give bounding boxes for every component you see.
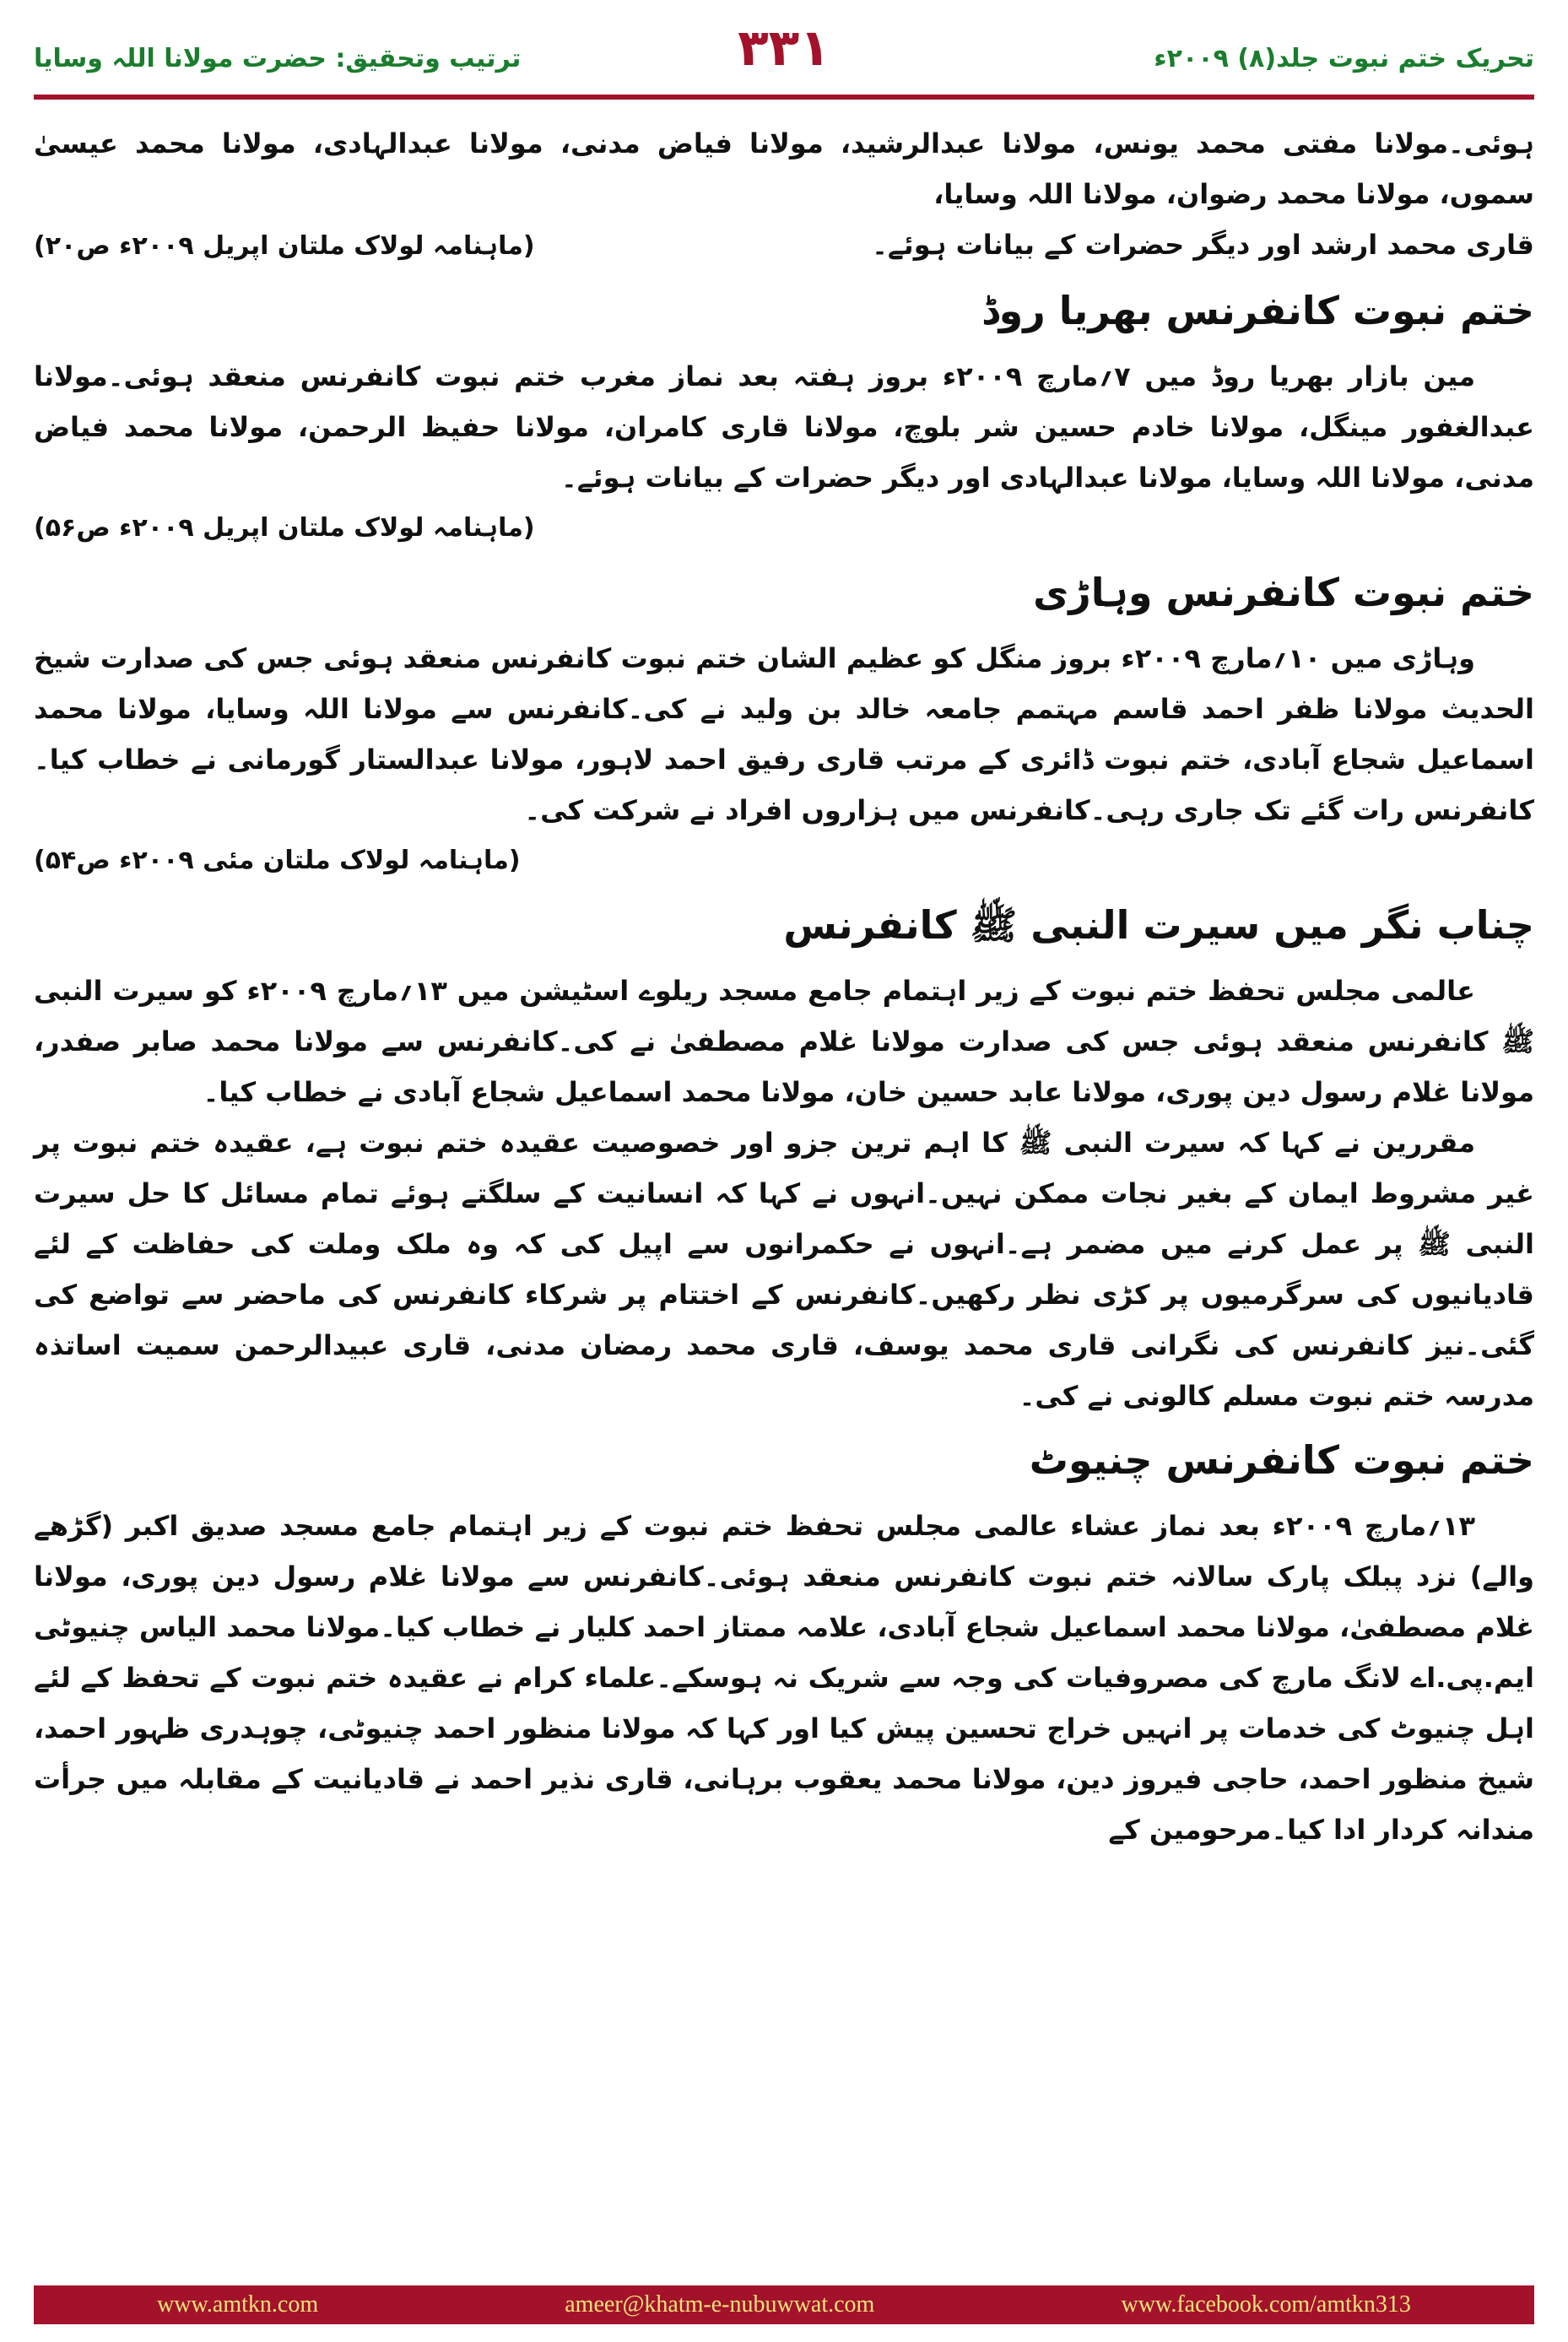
section-heading-bhariya-road: ختم نبوت کانفرنس بھریا روڈ — [981, 288, 1534, 333]
section-heading-vehari: ختم نبوت کانفرنس وہاڑی — [1033, 570, 1534, 615]
section-text-chenab-nagar-2: مقررین نے کہا کہ سیرت النبی ﷺ کا اہم ترین جزو اور خصوصیت عقیدہ ختم نبوت ہے، عقیدہ ختم نبوت پر غیر مشروط ایمان کے بغیر نجات ممکن نہیں۔انہوں نے کہا کہ انسانیت کے سلگتے ہوئے تمام مسائل کا حل سیرت النبی ﷺ پر عمل کرنے میں مضمر ہے۔انہوں نے حکمرانوں سے اپیل کی کہ وہ ملک وملت کی حفاظت کے لئے قادیانیوں کی سرگرمیوں پر کڑی نظر رکھیں۔کانفرنس کے اختتام پر شرکاء کانفرنس کی ماحضر سے تواضع کی گئی۔نیز کانفرنس کی نگرانی قاری محمد یوسف، قاری محمد رمضان مدنی، قاری عبیدالرحمن سمیت اساتذہ مدرسہ ختم نبوت مسلم کالونی نے کی۔ — [34, 1127, 1534, 1412]
intro-source: (ماہنامہ لولاک ملتان اپریل ۲۰۰۹ء ص۲۰) — [34, 231, 535, 261]
page-footer — [34, 2285, 1534, 2324]
intro-line-2: قاری محمد ارشد اور دیگر حضرات کے بیانات ہوئے۔ — [872, 229, 1534, 261]
footer-email-link[interactable]: ameer@khatm-e-nubuwwat.com — [565, 2291, 875, 2318]
book-title: تحریک ختم نبوت جلد(۸) ۲۰۰۹ء — [1154, 44, 1534, 73]
section-source-vehari: (ماہنامہ لولاک ملتان مئی ۲۰۰۹ء ص۵۴) — [34, 846, 521, 875]
intro-line-1: ہوئی۔مولانا مفتی محمد یونس، مولانا عبدالرشید، مولانا فیاض مدنی، مولانا عبدالہادی، مولانا محمد عیسیٰ سموں، مولانا محمد رضوان، مولانا اللہ وسایا، — [34, 127, 1534, 210]
section-heading-chenab-nagar: چناب نگر میں سیرت النبی ﷺ کانفرنس — [783, 902, 1534, 948]
section-text-bhariya-road: مین بازار بھریا روڈ میں ۷؍مارچ ۲۰۰۹ء بروز ہفتہ بعد نماز مغرب ختم نبوت کانفرنس منعقد ہوئی۔مولانا عبدالغفور مینگل، مولانا خادم حسین شر بلوچ، مولانا قاری کامران، مولانا حفیظ الرحمن، مولانا محمد فیاض مدنی، مولانا اللہ وسایا، مولانا عبدالہادی اور دیگر حضرات کے بیانات ہوئے۔ — [34, 360, 1534, 494]
header-divider — [34, 95, 1534, 100]
page-number: ۳۳۱ — [738, 19, 830, 78]
section-text-chiniot: ۱۳؍مارچ ۲۰۰۹ء بعد نماز عشاء عالمی مجلس تحفظ ختم نبوت کے زیر اہتمام جامع مسجد صدیق اکبر (گڑھے والے) نزد پبلک پارک سالانہ ختم نبوت کانفرنس منعقد ہوئی۔کانفرنس سے مولانا غلام رسول دین پوری، مولانا غلام مصطفیٰ، مولانا محمد اسماعیل شجاع آبادی، علامہ ممتاز احمد کلیار نے خطاب کیا۔مولانا محمد الیاس چنیوٹی ایم.پی.اے لانگ مارچ کی مصروفیات کی وجہ سے شریک نہ ہوسکے۔علماء کرام نے عقیدہ ختم نبوت کے تحفظ کے لئے اہل چنیوٹ کی خدمات پر انہیں خراج تحسین پیش کیا اور کہا کہ مولانا منظور احمد چنیوٹی، چوہدری ظہور احمد، شیخ منظور احمد، حاجی فیروز دین، مولانا محمد یعقوب برہانی، قاری نذیر احمد نے قادیانیت کے مقابلہ میں جرأت مندانہ کردار ادا کیا۔مرحومین کے — [34, 1510, 1535, 1846]
section-source-bhariya-road: (ماہنامہ لولاک ملتان اپریل ۲۰۰۹ء ص۵۶) — [34, 513, 535, 543]
section-text-chenab-nagar-1: عالمی مجلس تحفظ ختم نبوت کے زیر اہتمام جامع مسجد ریلوے اسٹیشن میں ۱۳؍مارچ ۲۰۰۹ء کو سیرت النبی ﷺ کانفرنس منعقد ہوئی جس کی صدارت مولانا غلام مصطفیٰ نے کی۔کانفرنس سے مولانا محمد صابر صفدر، مولانا غلام رسول دین پوری، مولانا عابد حسین خان، مولانا محمد اسماعیل شجاع آبادی نے خطاب کیا۔ — [34, 975, 1534, 1108]
page-header — [34, 19, 1534, 96]
section-text-vehari: وہاڑی میں ۱۰؍مارچ ۲۰۰۹ء بروز منگل کو عظیم الشان ختم نبوت کانفرنس منعقد ہوئی جس کی صدارت شیخ الحدیث مولانا ظفر احمد قاسم مہتمم جامعہ خالد بن ولید نے کی۔کانفرنس سے مولانا اللہ وسایا، مولانا محمد اسماعیل شجاع آبادی، ختم نبوت ڈائری کے مرتب قاری رفیق احمد لاہور، مولانا عبدالستار گورمانی نے خطاب کیا۔کانفرنس رات گئے تک جاری رہی۔کانفرنس میں ہزاروں افراد نے شرکت کی۔ — [34, 642, 1534, 826]
intro-end — [34, 219, 1534, 272]
section-heading-chiniot: ختم نبوت کانفرنس چنیوٹ — [1029, 1437, 1534, 1483]
footer-website-link[interactable]: www.amtkn.com — [157, 2291, 319, 2318]
page-content — [34, 118, 1534, 1855]
compiler-credit: ترتیب وتحقیق: حضرت مولانا اللہ وسایا — [34, 44, 522, 73]
footer-facebook-link[interactable]: www.facebook.com/amtkn313 — [1121, 2291, 1411, 2318]
